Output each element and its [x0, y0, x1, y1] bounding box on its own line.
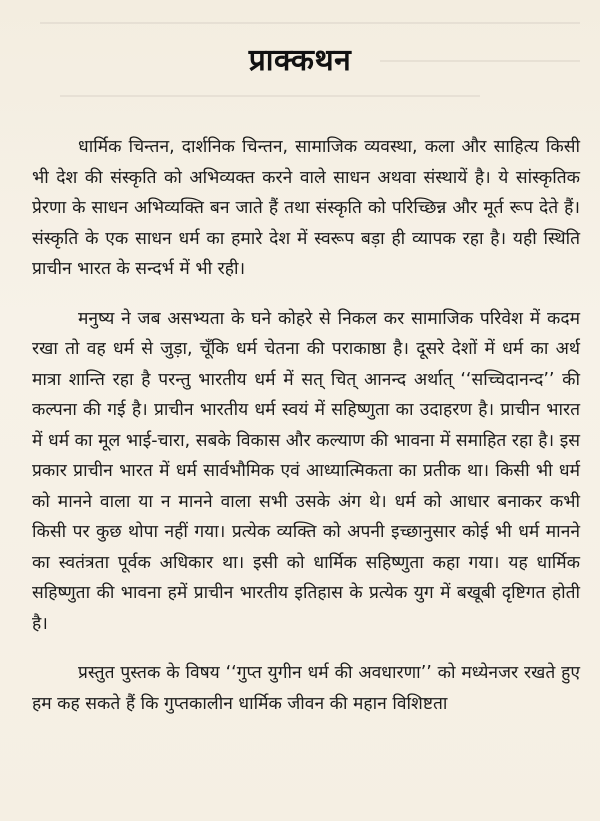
body-text: [32, 132, 580, 738]
paragraph-1: धार्मिक चिन्तन, दार्शनिक चिन्तन, सामाजिक व्यवस्था, कला और साहित्य किसी भी देश की संस्कृति को अभिव्यक्त करने वाले साधन अथवा संस्थायें है। ये सांस्कृतिक प्रेरणा के साधन अभिव्यक्ति बन जाते हैं तथा संस्कृति को परिच्छिन्न और मूर्त रूप देते हैं। संस्कृति के एक साधन धर्म का हमारे देश में स्वरूप बड़ा ही व्यापक रहा है। यही स्थिति प्राचीन भारत के सन्दर्भ में भी रही।: [32, 137, 580, 279]
paragraph-3: प्रस्तुत पुस्तक के विषय ‘‘गुप्त युगीन धर्म की अवधारणा’’ को मध्येनजर रखते हुए हम कह सकते हैं कि गुप्तकालीन धार्मिक जीवन की महान विशिष्टता: [32, 663, 580, 714]
bleed-through-line: [60, 95, 480, 97]
paragraph-2: मनुष्य ने जब असभ्यता के घने कोहरे से निकल कर सामाजिक परिवेश में कदम रखा तो वह धर्म से जुड़ा, चूँकि धर्म चेतना की पराकाष्ठा है। दूसरे देशों में धर्म का अर्थ मात्रा शान्ति रहा है परन्तु भारतीय धर्म में सत् चित् आनन्द अर्थात् ‘‘सच्चिदानन्द’’ की कल्पना की गई है। प्राचीन भारतीय धर्म स्वयं में सहिष्णुता का उदाहरण है। प्राचीन भारत में धर्म का मूल भाई-चारा, सबके विकास और कल्याण की भावना में समाहित रहा है। इस प्रकार प्राचीन भारत में धर्म सार्वभौमिक एवं आध्यात्मिकता का प्रतीक था। किसी भी धर्म को मानने वाला या न मानने वाला सभी उसके अंग थे। धर्म को आधार बनाकर कभी किसी पर कुछ थोपा नहीं गया। प्रत्येक व्यक्ति को अपनी इच्छानुसार कोई भी धर्म मानने का स्वतंत्रता पूर्वक अधिकार था। इसी को धार्मिक सहिष्णुता कहा गया। यह धार्मिक सहिष्णुता की भावना हमें प्राचीन भारतीय इतिहास के प्रत्येक युग में बखूबी दृष्टिगत होती है।: [32, 308, 580, 634]
bleed-through-line: [40, 22, 580, 24]
page-title: प्राक्कथन: [248, 43, 352, 78]
